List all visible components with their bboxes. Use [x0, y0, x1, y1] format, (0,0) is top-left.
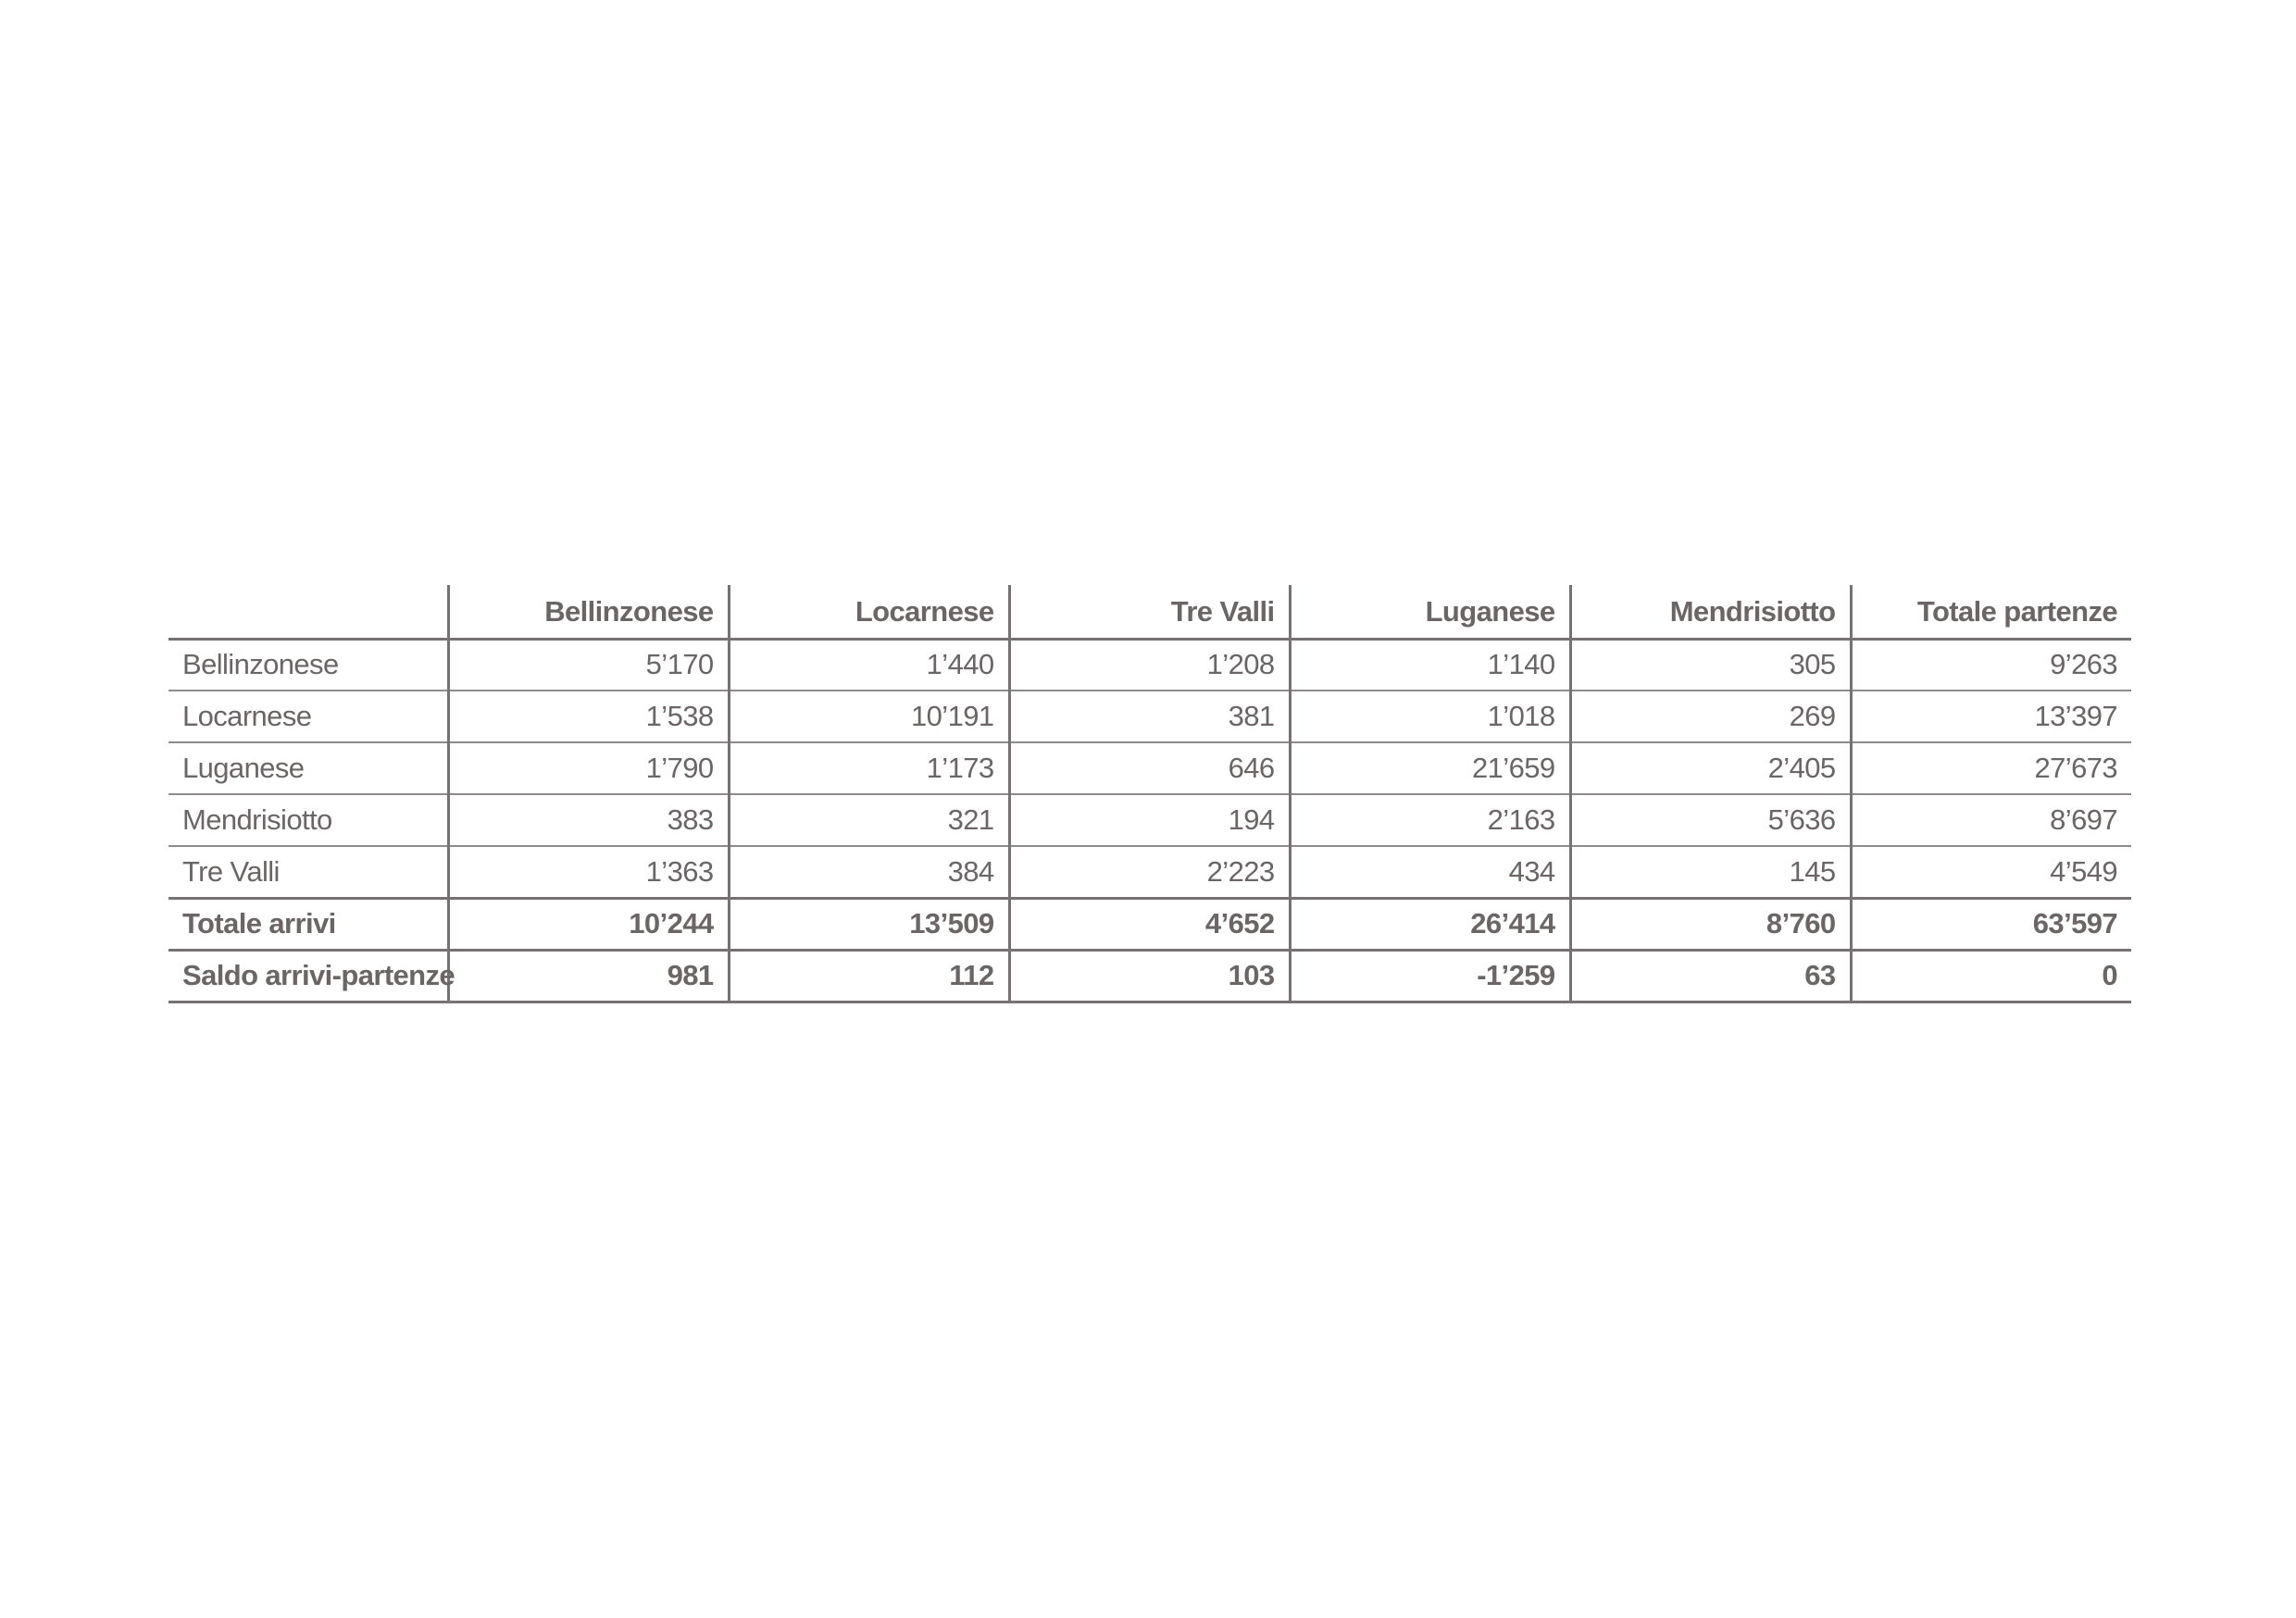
- balance-cell: -1’259: [1290, 950, 1570, 1002]
- total-arrivals-row: [168, 898, 2131, 950]
- table-cell: 1’208: [1009, 639, 1290, 691]
- table-cell: 646: [1009, 742, 1290, 794]
- row-label: Mendrisiotto: [182, 803, 332, 836]
- table-cell: 2’163: [1290, 794, 1570, 846]
- table-cell: 381: [1009, 691, 1290, 742]
- table-row: [168, 639, 2131, 691]
- flows-table-container: [168, 585, 2131, 1003]
- balance-row: [168, 950, 2131, 1002]
- table-cell: 9’263: [1851, 639, 2131, 691]
- table-cell: 5’636: [1570, 794, 1851, 846]
- table-cell: 4’549: [1851, 846, 2131, 898]
- balance-cell: 981: [448, 950, 729, 1002]
- total-cell: 10’244: [448, 898, 729, 950]
- row-label: Bellinzonese: [182, 648, 339, 681]
- table-cell: 383: [448, 794, 729, 846]
- table-cell: 269: [1570, 691, 1851, 742]
- table-cell: 1’363: [448, 846, 729, 898]
- total-cell: 4’652: [1009, 898, 1290, 950]
- table-cell: 1’018: [1290, 691, 1570, 742]
- table-row: [168, 691, 2131, 742]
- table-cell: 1’440: [729, 639, 1009, 691]
- table-row: [168, 846, 2131, 898]
- table-cell: 5’170: [448, 639, 729, 691]
- table-cell: 145: [1570, 846, 1851, 898]
- table-row: [168, 742, 2131, 794]
- balance-row-label: Saldo arrivi-partenze: [182, 959, 455, 991]
- table-cell: 2’223: [1009, 846, 1290, 898]
- column-header-locarnese: Locarnese: [729, 585, 1009, 639]
- column-header-mendrisiotto: Mendrisiotto: [1570, 585, 1851, 639]
- header-corner-cell: [168, 585, 448, 639]
- column-header-tre-valli: Tre Valli: [1009, 585, 1290, 639]
- balance-cell: 0: [1851, 950, 2131, 1002]
- table-cell: 27’673: [1851, 742, 2131, 794]
- total-cell: 63’597: [1851, 898, 2131, 950]
- table-cell: 2’405: [1570, 742, 1851, 794]
- table-cell: 321: [729, 794, 1009, 846]
- table-cell: 1’140: [1290, 639, 1570, 691]
- total-row-label: Totale arrivi: [182, 907, 336, 940]
- row-label: Locarnese: [182, 700, 312, 732]
- table-cell: 10’191: [729, 691, 1009, 742]
- table-cell: 21’659: [1290, 742, 1570, 794]
- table-cell: 1’790: [448, 742, 729, 794]
- table-cell: 1’173: [729, 742, 1009, 794]
- total-cell: 8’760: [1570, 898, 1851, 950]
- balance-cell: 103: [1009, 950, 1290, 1002]
- table-cell: 384: [729, 846, 1009, 898]
- table-row: [168, 794, 2131, 846]
- table-cell: 305: [1570, 639, 1851, 691]
- flows-table: [168, 585, 2131, 1003]
- table-cell: 194: [1009, 794, 1290, 846]
- row-label: Luganese: [182, 752, 305, 784]
- balance-cell: 63: [1570, 950, 1851, 1002]
- table-cell: 13’397: [1851, 691, 2131, 742]
- column-header-bellinzonese: Bellinzonese: [448, 585, 729, 639]
- balance-cell: 112: [729, 950, 1009, 1002]
- total-cell: 26’414: [1290, 898, 1570, 950]
- row-label: Tre Valli: [182, 854, 280, 888]
- table-cell: 434: [1290, 846, 1570, 898]
- column-header-totale-partenze: Totale partenze: [1851, 585, 2131, 639]
- table-header-row: [168, 585, 2131, 639]
- column-header-luganese: Luganese: [1290, 585, 1570, 639]
- table-cell: 1’538: [448, 691, 729, 742]
- total-cell: 13’509: [729, 898, 1009, 950]
- table-cell: 8’697: [1851, 794, 2131, 846]
